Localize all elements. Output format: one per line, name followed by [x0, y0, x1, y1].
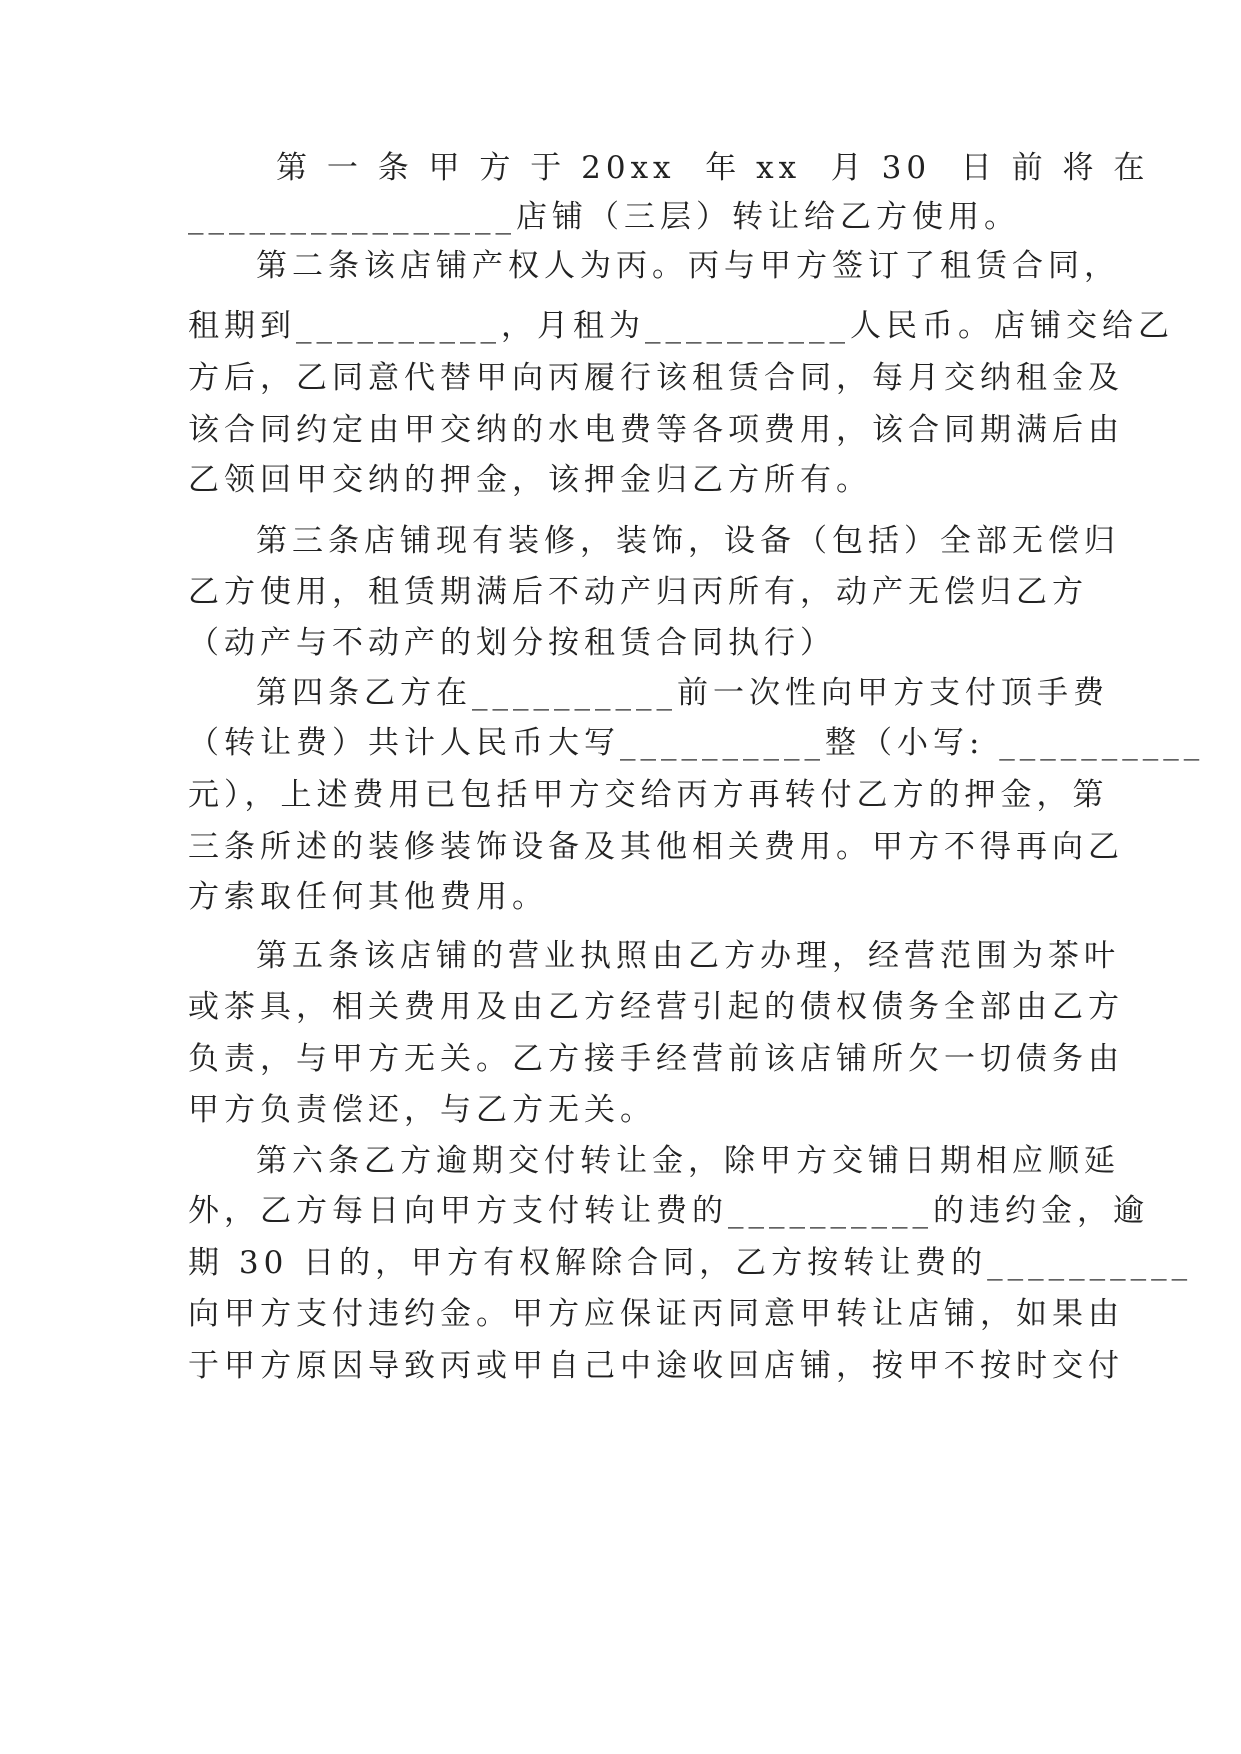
text-line: 负责，与甲方无关。乙方接手经营前该店铺所欠一切债务由: [188, 1041, 1124, 1077]
text-line: 第四条乙方在__________前一次性向甲方支付顶手费: [256, 675, 1109, 711]
text-line: 或茶具，相关费用及由乙方经营引起的债权债务全部由乙方: [188, 989, 1124, 1025]
text-line: 租期到__________，月租为__________人民币。店铺交给乙: [188, 308, 1174, 344]
text-line: 第二条该店铺产权人为丙。丙与甲方签订了租赁合同，: [256, 248, 1120, 284]
text-line: 甲方负责偿还，与乙方无关。: [188, 1092, 656, 1128]
text-line: 该合同约定由甲交纳的水电费等各项费用，该合同期满后由: [188, 412, 1124, 448]
text-line: 三条所述的装修装饰设备及其他相关费用。甲方不得再向乙: [188, 829, 1124, 865]
text-line: 第 一 条 甲 方 于 20xx 年 xx 月 30 日 前 将 在: [276, 150, 1150, 186]
text-line: 方索取任何其他费用。: [188, 879, 548, 915]
text-line: 于甲方原因导致丙或甲自己中途收回店铺，按甲不按时交付: [188, 1348, 1124, 1384]
text-line: 向甲方支付违约金。甲方应保证丙同意甲转让店铺，如果由: [188, 1296, 1124, 1332]
text-line: 乙方使用，租赁期满后不动产归丙所有，动产无偿归乙方: [188, 574, 1088, 610]
text-line: 乙领回甲交纳的押金，该押金归乙方所有。: [188, 462, 872, 498]
text-line: 第六条乙方逾期交付转让金，除甲方交铺日期相应顺延: [256, 1143, 1120, 1179]
text-line: （动产与不动产的划分按租赁合同执行）: [188, 625, 836, 661]
text-line: 方后，乙同意代替甲向丙履行该租赁合同，每月交纳租金及: [188, 360, 1124, 396]
text-line: 第五条该店铺的营业执照由乙方办理，经营范围为茶叶: [256, 938, 1120, 974]
text-line: （转让费）共计人民币大写__________整（小写: __________: [188, 725, 1205, 761]
text-line: ________________店铺（三层）转让给乙方使用。: [188, 199, 1020, 235]
text-line: 第三条店铺现有装修，装饰，设备（包括）全部无偿归: [256, 523, 1120, 559]
text-line: 外，乙方每日向甲方支付转让费的__________的违约金，逾: [188, 1193, 1149, 1229]
text-line: 元），上述费用已包括甲方交给丙方再转付乙方的押金，第: [188, 777, 1109, 813]
text-line: 期 30 日的，甲方有权解除合同，乙方按转让费的__________: [188, 1245, 1193, 1281]
